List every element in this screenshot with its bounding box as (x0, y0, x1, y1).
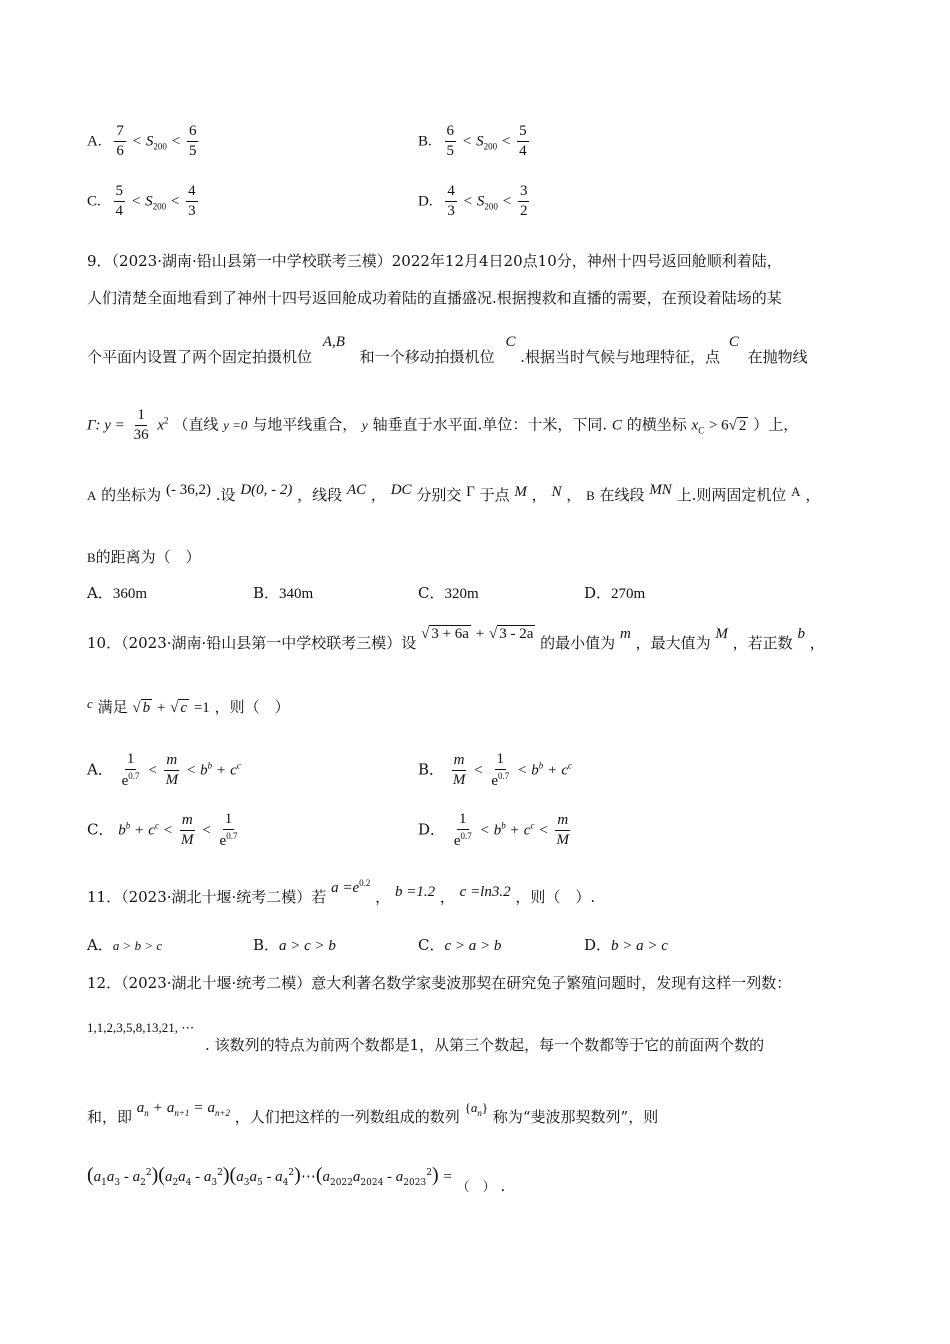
q9-line-5: A 的坐标为 (- 36,2) .设 D(0, - 2) ，线段 AC ， DC 分别交 Γ 于点 M ， N ， B 在线段 MN 上.则两固定机位 A ， (87, 482, 821, 504)
q11-option-c[interactable]: C．c > a > b (418, 936, 502, 954)
q9-option-b[interactable]: B．340m (253, 584, 314, 602)
q11-option-a[interactable]: A．a > b > c (87, 936, 163, 954)
q10-line-1: 10．（2023·湖南·铅山县第一中学校联考三模）设 √ 3 + 6a + √ 3 - 2a 的最小值为 m ，最大值为 M ，若正数 b ， (87, 626, 825, 652)
q10-option-d[interactable]: D． $\frac{1}{e^{0.7}}$ < $b^b + c^c$ < $\frac{m}{M}$ (418, 811, 569, 849)
q9-line-1: 9．（2023·湖南·铅山县第一中学校联考三模）2022年12月4日20点10分，神州十四号返回舱顺利着陆， (87, 252, 782, 270)
q9-line-6: B的距离为（ ） (87, 548, 201, 566)
q10-option-a[interactable]: A． $\frac{1}{e^{0.7}}$ < $\frac{m}{M}$ < $b^b + c^c$ (87, 751, 241, 789)
q11-option-d[interactable]: D．b > a > c (584, 936, 668, 954)
q12-line-2: 1,1,2,3,5,8,13,21, ⋯ . 该数列的特点为前两个数都是1，从第三个数起，每一个数都等于它的前面两个数的 (87, 1020, 765, 1054)
q8-option-a[interactable]: A. $\frac{7}{6}$ < $S_{200}$ < $\frac{6}{5}$ (87, 123, 197, 159)
q10-option-b[interactable]: B． $\frac{m}{M}$ < $\frac{1}{e^{0.7}}$ < $b^b + c^c$ (418, 751, 572, 789)
q12-line-3: 和，即 $a_n + a_{n+1} = a_{n+2}$ ，人们把这样的一列数组成的数列 $\{a_n\}$ 称为“斐波那契数列”，则 (87, 1100, 659, 1126)
q10-line-2: c 满足 √ b + √ c =1 ，则（ ） (87, 696, 290, 716)
q9-option-d[interactable]: D．270m (584, 584, 646, 602)
q12-line-1: 12．（2023·湖北十堰·统考二模）意大利著名数学家斐波那契在研究兔子繁殖问题时，发现有这样一列数： (87, 974, 792, 992)
q8-option-d[interactable]: D. $\frac{4}{3}$ < $S_{200}$ < $\frac{3}{2}$ (418, 183, 528, 219)
q9-line-2: 人们清楚全面地看到了神州十四号返回舱成功着陆的直播盛况.根据搜救和直播的需要，在预设着陆场的某 (87, 289, 782, 307)
q9-option-c[interactable]: C．320m (418, 584, 479, 602)
q8-option-b[interactable]: B. $\frac{6}{5}$ < $S_{200}$ < $\frac{5}{4}$ (418, 123, 527, 159)
q9-line-4: Γ: y = $\frac{1}{36}$ $x^2$ （直线 y =0 与地平线重合， y 轴垂直于水平面.单位：十米，下同. C 的横坐标 $x_C > 6√$ 2 ）上， (87, 407, 799, 443)
q10-option-c[interactable]: C． $b^b + c^c$ < $\frac{m}{M}$ < $\frac{1}{e^{0.7}}$ (87, 811, 238, 849)
q8-option-c[interactable]: C. $\frac{5}{4}$ < $S_{200}$ < $\frac{4}{3}$ (87, 183, 196, 219)
q9-line-3: 个平面内设置了两个固定拍摄机位 A,B 和一个移动拍摄机位 C .根据当时气候与地理特征，点 C 在抛物线 (87, 334, 808, 366)
q11-line-1: 11．（2023·湖北十堰·统考二模）若 $a =e^{0.2}$ ， b =1.2 ， c =ln3.2 ，则（ ）. (87, 878, 596, 906)
q11-option-b[interactable]: B．a > c > b (253, 936, 336, 954)
q9-option-a[interactable]: A．360m (87, 584, 148, 602)
q12-expression: $(a_1a_3 - a_2^2)(a_2a_4 - a_3^2)(a_3a_5$ - $a_4^2)\cdots(a_{2022}a_{2024} - a_{2023}^2)$ = （ ） . (87, 1164, 506, 1195)
